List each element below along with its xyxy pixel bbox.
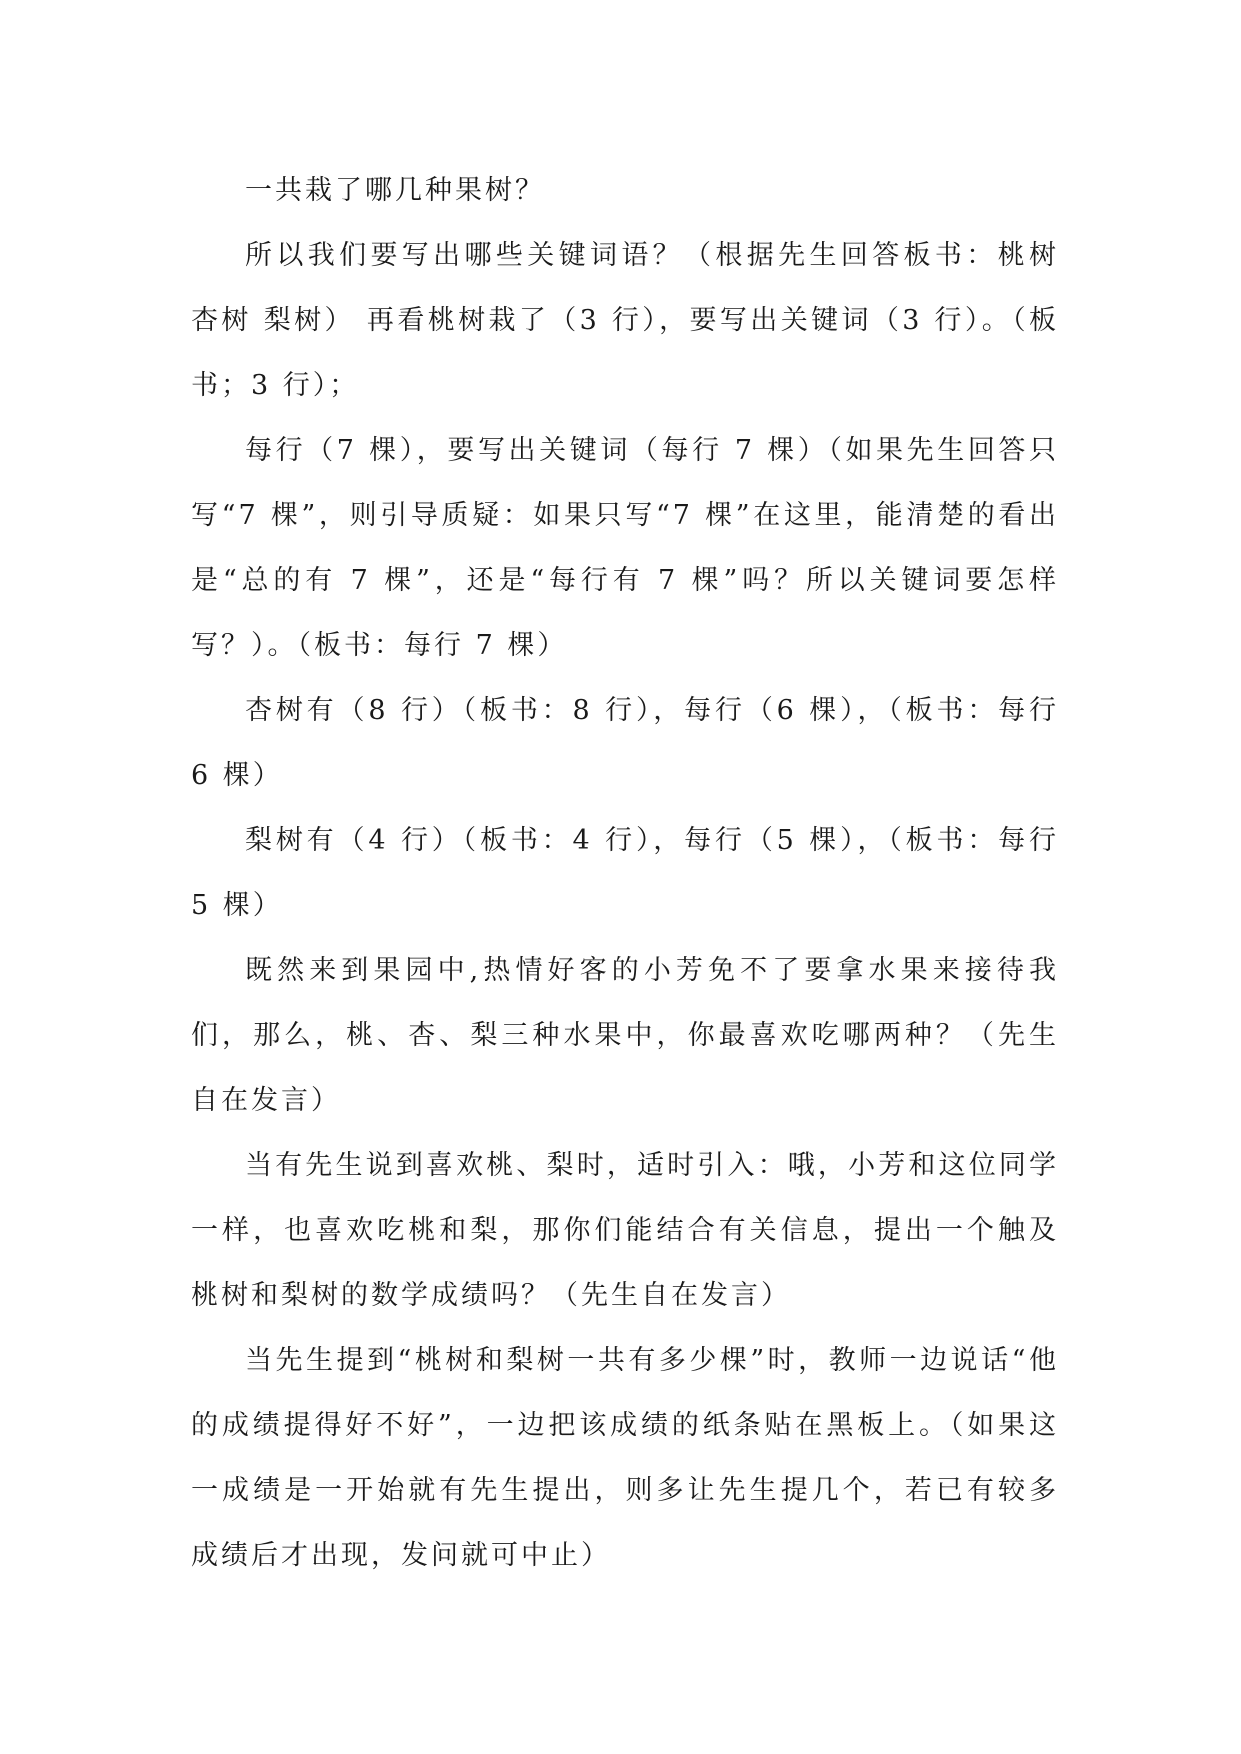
paragraph-3: 每行（7 棵），要写出关键词（每行 7 棵）（如果先生回答只写“7 棵”，则引导质疑：如果只写“7 棵”在这里，能清楚的看出是“总的有 7 棵”，还是“每行有 7 棵”吗？所以关键词要怎样写？）。（板书：每行 7 棵）	[191, 435, 1059, 661]
paragraph-6: 既然来到果园中,热情好客的小芳免不了要拿水果来接待我们，那么，桃、杏、梨三种水果中，你最喜欢吃哪两种？（先生自在发言）	[191, 955, 1059, 1116]
paragraph-7: 当有先生说到喜欢桃、梨时，适时引入：哦，小芳和这位同学一样，也喜欢吃桃和梨，那你们能结合有关信息，提出一个触及桃树和梨树的数学成绩吗？（先生自在发言）	[191, 1150, 1059, 1311]
paragraph-8: 当先生提到“桃树和梨树一共有多少棵”时，教师一边说话“他的成绩提得好不好”，一边把该成绩的纸条贴在黑板上。（如果这一成绩是一开始就有先生提出，则多让先生提几个，若已有较多成绩后才出现，发问就可中止）	[191, 1345, 1059, 1571]
paragraph-1: 一共栽了哪几种果树？	[245, 175, 545, 206]
paragraph-2: 所以我们要写出哪些关键词语？（根据先生回答板书：桃树 杏树 梨树） 再看桃树栽了（3 行），要写出关键词（3 行）。（板书；3 行）；	[191, 240, 1059, 401]
paragraph-5: 梨树有（4 行）（板书：4 行），每行（5 棵），（板书：每行 5 棵）	[191, 825, 1059, 921]
document-body	[191, 158, 1059, 1588]
paragraph-4: 杏树有（8 行）（板书：8 行），每行（6 棵），（板书：每行 6 棵）	[191, 695, 1059, 791]
